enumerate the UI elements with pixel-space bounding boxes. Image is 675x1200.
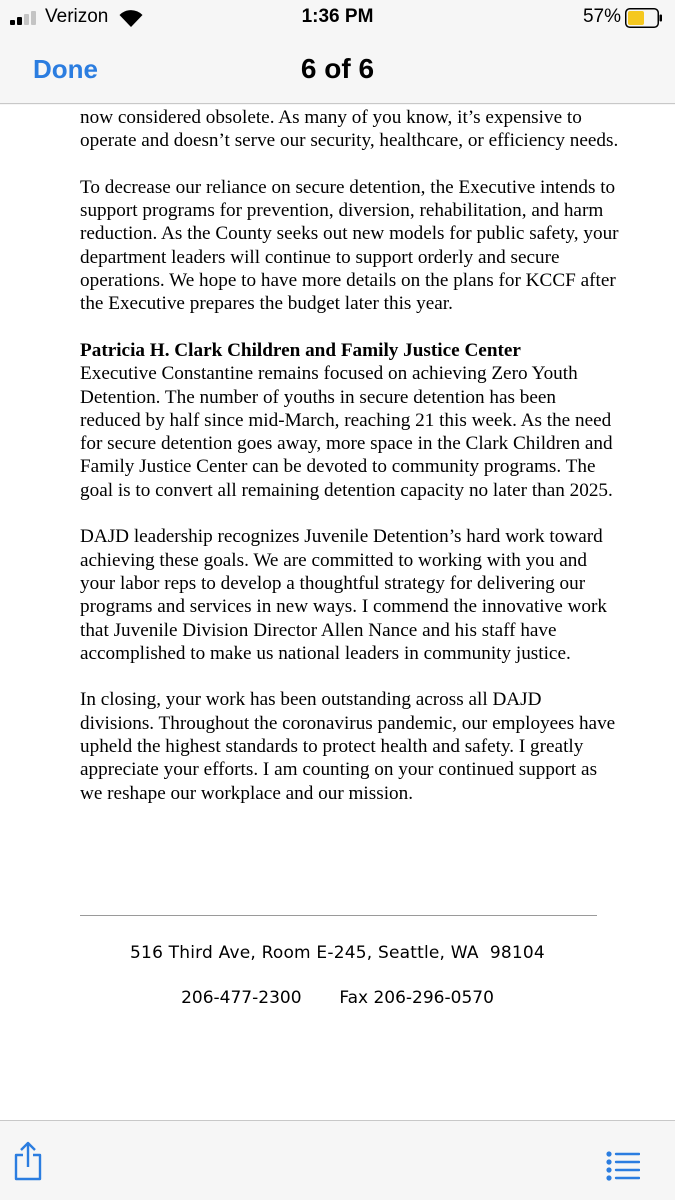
footer-contact (0, 988, 675, 1008)
document-page[interactable] (0, 105, 675, 1120)
share-icon[interactable] (12, 1141, 44, 1181)
battery-icon (625, 8, 663, 28)
battery-percentage: 57% (582, 6, 621, 27)
paragraph: To decrease our reliance on secure detention, the Executive intends to support programs for prevention, diversion, rehabilitation, and harm reduction. As the County seeks out new models for public safety, your department leaders will continue to support orderly and secure operations. We hope to have more details on the plans for KCCF after the Executive prepares the budget later this year. (80, 176, 619, 315)
outline-list-icon[interactable] (606, 1151, 640, 1181)
section-paragraph (80, 339, 620, 502)
bottom-toolbar (0, 1120, 675, 1200)
paragraph: DAJD leadership recognizes Juvenile Detention’s hard work toward achieving these goals. We are committed to working with you and your labor reps to develop a thoughtful strategy for delivering our programs and services in new ways. I commend the innovative work that Juvenile Division Director Allen Nance and his staff have accomplished to make us national leaders in community justice. (80, 526, 607, 664)
page-indicator: 6 of 6 (300, 53, 375, 84)
section-text: Executive Constantine remains focused on achieving Zero Youth Detention. The number of youths in secure detention has been reduced by half since mid-March, reaching 21 this week. As the need for secure detention goes away, more space in the Clark Children and Family Justice Center can be devoted to community programs. The goal is to convert all remaining detention capacity no later than 2025. (80, 363, 613, 501)
status-bar (0, 0, 675, 36)
footer-fax: Fax 206-296-0570 (339, 988, 494, 1008)
footer-address: 516 Third Ave, Room E-245, Seattle, WA 98104 (130, 943, 545, 963)
section-heading: Patricia H. Clark Children and Family Justice Center (80, 339, 521, 361)
navigation-bar (0, 36, 675, 104)
document-body (80, 106, 620, 805)
paragraph: now considered obsolete. As many of you know, it’s expensive to operate and doesn’t serve our security, healthcare, or efficiency needs. (80, 107, 619, 152)
carrier-name: Verizon (45, 6, 109, 27)
footer-divider (80, 915, 597, 916)
done-button[interactable]: Done (33, 54, 98, 84)
paragraph: In closing, your work has been outstanding across all DAJD divisions. Throughout the coronavirus pandemic, our employees have upheld the highest standards to protect health and safety. I greatly appreciate your efforts. I am counting on your continued support as we reshape our workplace and our mission. (80, 689, 616, 804)
status-time: 1:36 PM (301, 6, 374, 27)
footer-phone: 206-477-2300 (181, 988, 302, 1008)
